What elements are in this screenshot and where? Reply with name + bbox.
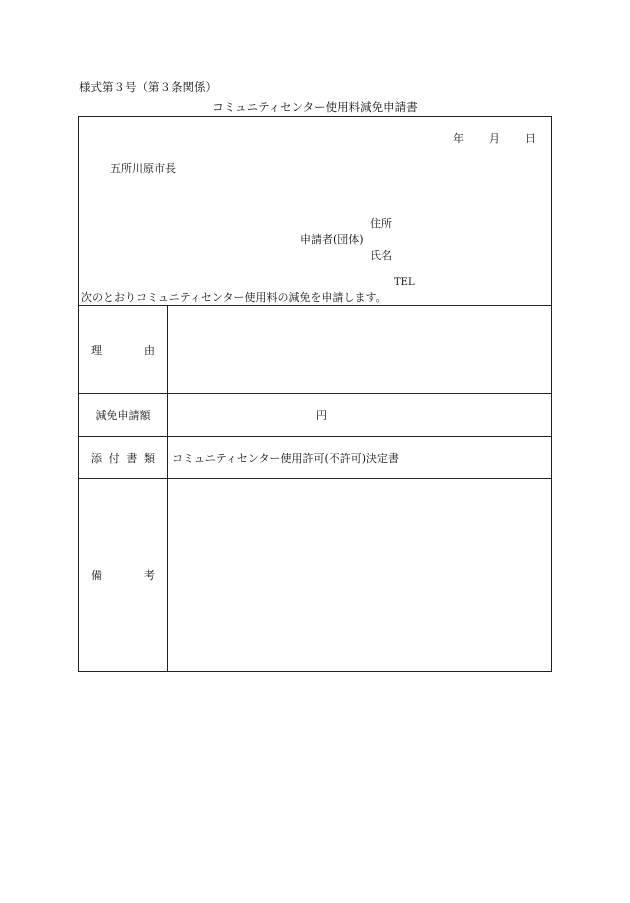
addressee: 五所川原市長 <box>110 162 176 175</box>
attachments-label: 添 付 書 類 <box>91 451 155 465</box>
amount-label: 減免申請額 <box>95 409 151 422</box>
amount-unit: 円 <box>316 409 327 422</box>
form-title: コミュニティセンター使用料減免申請書 <box>212 100 418 114</box>
application-statement: 次のとおりコミュニティセンター使用料の減免を申請します。 <box>81 291 387 304</box>
date-day-label: 日 <box>525 132 536 145</box>
date-year-label: 年 <box>453 132 464 145</box>
reason-field[interactable] <box>168 306 551 393</box>
amount-field[interactable] <box>168 394 551 436</box>
reason-label: 理 由 <box>91 343 155 357</box>
applicant-label: 申請者(団体) <box>300 233 364 246</box>
tel-label: TEL <box>394 277 415 288</box>
date-month-label: 月 <box>489 132 500 145</box>
address-label: 住所 <box>370 217 392 230</box>
form-number: 様式第３号（第３条関係） <box>79 80 217 94</box>
remarks-field[interactable] <box>168 479 551 671</box>
remarks-label: 備 考 <box>91 569 155 582</box>
application-form <box>78 116 552 672</box>
attachments-field: コミュニティセンター使用許可(不許可)決定書 <box>172 451 400 465</box>
name-label: 氏名 <box>370 249 392 262</box>
